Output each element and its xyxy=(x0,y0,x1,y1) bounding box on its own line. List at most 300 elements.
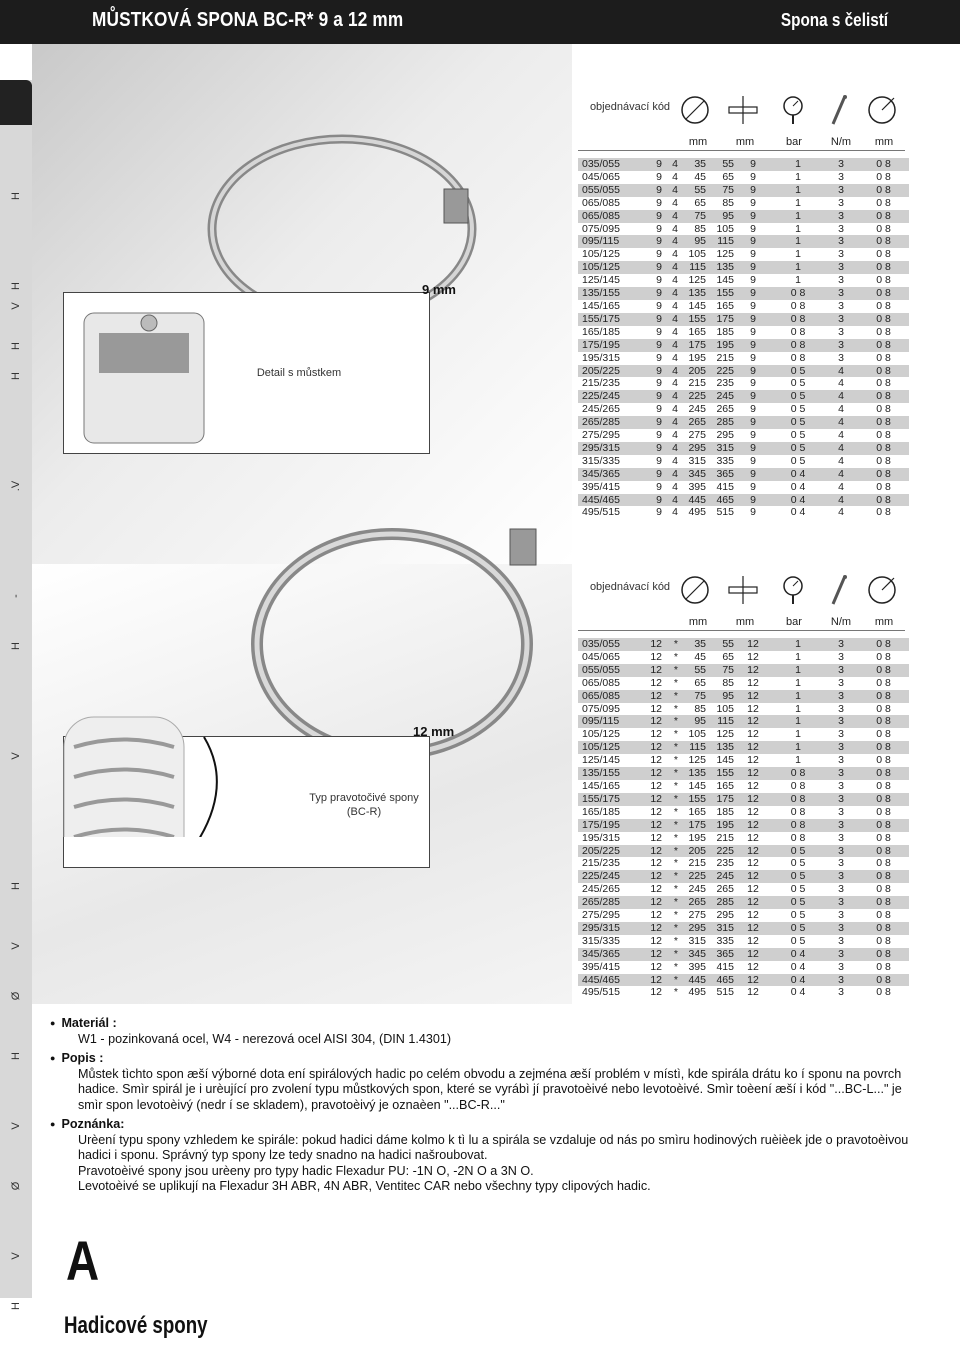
table-cell: 065/085 xyxy=(578,677,640,690)
table-row xyxy=(578,806,909,819)
table-cell: 3 xyxy=(824,767,858,780)
table-cell: 4 xyxy=(824,377,858,390)
table-cell: * xyxy=(662,741,678,754)
unit: N/m xyxy=(830,136,852,148)
table-row xyxy=(578,442,909,455)
table-row xyxy=(578,638,909,651)
table-cell: * xyxy=(662,857,678,870)
table-cell: * xyxy=(662,870,678,883)
table-cell: 335 xyxy=(706,455,734,468)
unit: mm xyxy=(874,136,894,148)
table-row xyxy=(578,223,909,236)
table-cell: 125 xyxy=(706,728,734,741)
table-cell: 9 xyxy=(734,326,772,339)
table-cell: 4 xyxy=(662,352,678,365)
table-cell: 75 xyxy=(678,210,706,223)
table-cell: * xyxy=(662,703,678,716)
table-cell: 9 xyxy=(640,339,662,352)
table-cell: 12 xyxy=(640,677,662,690)
table-row xyxy=(578,313,909,326)
table-cell: 12 xyxy=(640,819,662,832)
table-cell: 235 xyxy=(706,377,734,390)
table-cell: 3 xyxy=(824,651,858,664)
table-cell: * xyxy=(662,819,678,832)
table-row xyxy=(578,455,909,468)
size-label-12mm: 12 mm xyxy=(413,724,455,739)
table-cell: 4 xyxy=(662,287,678,300)
table-cell: 0 8 xyxy=(858,210,909,223)
table-cell: 4 xyxy=(662,494,678,507)
table-cell: 9 xyxy=(734,235,772,248)
table-cell: 245 xyxy=(678,403,706,416)
table-cell: 0 8 xyxy=(858,935,909,948)
table-cell: 12 xyxy=(640,703,662,716)
torque-wrench-icon xyxy=(823,94,855,126)
table-cell: 12 xyxy=(734,961,772,974)
table-cell: 0 8 xyxy=(858,261,909,274)
table-cell: 0 8 xyxy=(858,235,909,248)
table-cell: 4 xyxy=(824,442,858,455)
table-cell: 1 xyxy=(772,690,824,703)
table-cell: 95 xyxy=(706,690,734,703)
table-cell: 235 xyxy=(706,857,734,870)
table-cell: 105 xyxy=(706,223,734,236)
table-cell: 3 xyxy=(824,857,858,870)
table-cell: 315/335 xyxy=(578,935,640,948)
table-cell: 1 xyxy=(772,715,824,728)
poznamka-text-3: Levotoèivé se uplikují na Flexadur 3H ABR, 4N ABR, Ventitec CAR nebo všechny typy clipových hadic. xyxy=(78,1179,651,1193)
table-cell: 3 xyxy=(824,184,858,197)
table-row xyxy=(578,274,909,287)
table-row xyxy=(578,184,909,197)
table-cell: 0 8 xyxy=(858,922,909,935)
table-cell: 12 xyxy=(640,896,662,909)
table-cell: 9 xyxy=(640,403,662,416)
table-cell: 265 xyxy=(706,883,734,896)
table-cell: 0 8 xyxy=(772,313,824,326)
table-cell: 0 8 xyxy=(858,638,909,651)
table-cell: 65 xyxy=(678,197,706,210)
table-cell: 175 xyxy=(678,819,706,832)
unit: bar xyxy=(786,616,802,628)
table-cell: 9 xyxy=(734,416,772,429)
table-cell: 115 xyxy=(706,235,734,248)
table-cell: 9 xyxy=(640,158,662,171)
table-cell: 12 xyxy=(640,883,662,896)
table-row xyxy=(578,715,909,728)
hose-image xyxy=(34,677,234,837)
table-cell: 0 8 xyxy=(858,741,909,754)
table-cell: 205/225 xyxy=(578,845,640,858)
table-cell: 35 xyxy=(678,638,706,651)
table-cell: 1 xyxy=(772,184,824,197)
table-cell: 1 xyxy=(772,158,824,171)
table-cell: 12 xyxy=(640,793,662,806)
table-cell: 225 xyxy=(706,365,734,378)
table-cell: 12 xyxy=(640,715,662,728)
table-cell: 1 xyxy=(772,664,824,677)
table-cell: 165 xyxy=(706,780,734,793)
table-cell: 0 8 xyxy=(858,870,909,883)
table-cell: 0 4 xyxy=(772,494,824,507)
table-cell: 9 xyxy=(640,171,662,184)
diameter-range-icon xyxy=(679,94,711,126)
table-cell: 035/055 xyxy=(578,638,640,651)
table-cell: 1 xyxy=(772,741,824,754)
table-cell: 12 xyxy=(734,793,772,806)
table-cell: 1 xyxy=(772,223,824,236)
table-cell: 3 xyxy=(824,819,858,832)
table-cell: 9 xyxy=(734,390,772,403)
table-cell: 9 xyxy=(640,274,662,287)
table-cell: 4 xyxy=(662,261,678,274)
table-cell: 415 xyxy=(706,961,734,974)
table-cell: 12 xyxy=(734,819,772,832)
detail-box-12mm xyxy=(63,736,430,868)
table-cell: 4 xyxy=(662,365,678,378)
table-cell: 9 xyxy=(734,171,772,184)
table-cell: 285 xyxy=(706,896,734,909)
table-cell: 85 xyxy=(706,677,734,690)
table-cell: 175 xyxy=(706,313,734,326)
table-cell: 12 xyxy=(640,909,662,922)
table-cell: 0 8 xyxy=(772,780,824,793)
table-cell: 205/225 xyxy=(578,365,640,378)
table-cell: 1 xyxy=(772,638,824,651)
table-cell: 4 xyxy=(662,210,678,223)
table-cell: 12 xyxy=(734,677,772,690)
table-cell: 0 5 xyxy=(772,845,824,858)
sidebar-letter: - xyxy=(10,594,22,598)
table-row xyxy=(578,403,909,416)
table-cell: 0 8 xyxy=(858,974,909,987)
table-cell: 12 xyxy=(734,715,772,728)
table-cell: 9 xyxy=(734,223,772,236)
table-cell: 345/365 xyxy=(578,948,640,961)
table-cell: 4 xyxy=(662,158,678,171)
table-cell: 0 5 xyxy=(772,883,824,896)
table-cell: 4 xyxy=(662,403,678,416)
table-cell: 0 8 xyxy=(858,715,909,728)
table-row xyxy=(578,845,909,858)
table-cell: 12 xyxy=(640,870,662,883)
table-cell: 3 xyxy=(824,248,858,261)
table-cell: 175/195 xyxy=(578,819,640,832)
sidebar-letter: H xyxy=(10,642,22,650)
popis-text: Můstek tìchto spon æší výborné dota ení spirálových hadic po celém obvodu a zejména æší problém v místì, kde spirála drátu ko í sponu na povrch hadice. Smìr spirál je i urèující pro zvolení typu můstkových spon, které se vyrábì jí pravotoèivé nebo levotoèivé. Smìr toèení æší i kód "...BC-L..." je smìr spon levotoèivý (nedr í se skladem), pravotoèivý je oznaèen "...BC-R..." xyxy=(78,1066,902,1112)
table-cell: 225 xyxy=(678,870,706,883)
table-cell: * xyxy=(662,664,678,677)
table-row xyxy=(578,171,909,184)
table-cell: 4 xyxy=(662,416,678,429)
table-cell: 9 xyxy=(734,506,772,519)
table-cell: 3 xyxy=(824,793,858,806)
table-cell: 0 5 xyxy=(772,365,824,378)
table-cell: 95 xyxy=(706,210,734,223)
table-row xyxy=(578,651,909,664)
table-cell: 3 xyxy=(824,664,858,677)
table-cell: 9 xyxy=(734,365,772,378)
table-cell: 9 xyxy=(734,442,772,455)
table-cell: 265 xyxy=(678,416,706,429)
table-cell: 3 xyxy=(824,313,858,326)
table-cell: 9 xyxy=(640,248,662,261)
table-cell: 365 xyxy=(706,948,734,961)
table-cell: 9 xyxy=(640,481,662,494)
table-cell: 0 4 xyxy=(772,506,824,519)
table-row xyxy=(578,365,909,378)
table-cell: 225 xyxy=(706,845,734,858)
table-cell: 3 xyxy=(824,715,858,728)
code-header-12mm: objednávací kód xyxy=(589,581,671,593)
table-cell: 495/515 xyxy=(578,506,640,519)
table-row xyxy=(578,664,909,677)
table-cell: 045/065 xyxy=(578,651,640,664)
unit: mm xyxy=(688,616,708,628)
table-row xyxy=(578,935,909,948)
table-cell: * xyxy=(662,986,678,999)
table-cell: 85 xyxy=(678,703,706,716)
table-cell: 0 8 xyxy=(858,986,909,999)
table-row xyxy=(578,974,909,987)
table-cell: 9 xyxy=(734,158,772,171)
table-row xyxy=(578,741,909,754)
table-cell: 9 xyxy=(734,494,772,507)
table-cell: 4 xyxy=(662,313,678,326)
table-cell: 0 4 xyxy=(772,986,824,999)
sidebar-letter: H xyxy=(10,192,22,200)
table-cell: 275 xyxy=(678,429,706,442)
table-cell: * xyxy=(662,690,678,703)
table-cell: 9 xyxy=(734,261,772,274)
width-icon xyxy=(727,94,759,126)
table-cell: 9 xyxy=(734,300,772,313)
table-cell: 3 xyxy=(824,274,858,287)
table-cell: 9 xyxy=(734,313,772,326)
table-cell: 245/265 xyxy=(578,883,640,896)
table-cell: 9 xyxy=(734,339,772,352)
table-cell: 4 xyxy=(662,481,678,494)
table-cell: 0 8 xyxy=(858,158,909,171)
table-cell: 3 xyxy=(824,703,858,716)
table-cell: 065/085 xyxy=(578,197,640,210)
table-row xyxy=(578,506,909,519)
table-row xyxy=(578,690,909,703)
table-cell: 495 xyxy=(678,506,706,519)
table-cell: 0 5 xyxy=(772,935,824,948)
table-cell: 315 xyxy=(706,442,734,455)
table-cell: * xyxy=(662,896,678,909)
table-cell: 215 xyxy=(678,377,706,390)
unit: N/m xyxy=(830,616,852,628)
table-cell: 145 xyxy=(678,780,706,793)
table-cell: 65 xyxy=(706,171,734,184)
table-cell: 215/235 xyxy=(578,377,640,390)
table-cell: 12 xyxy=(734,896,772,909)
table-cell: 295 xyxy=(706,909,734,922)
table-cell: 0 8 xyxy=(858,223,909,236)
table-cell: 145 xyxy=(706,754,734,767)
table-cell: 0 8 xyxy=(858,468,909,481)
table-cell: 0 8 xyxy=(858,197,909,210)
table-cell: 105/125 xyxy=(578,261,640,274)
table-cell: 3 xyxy=(824,171,858,184)
table-cell: 315 xyxy=(678,935,706,948)
table-cell: 125/145 xyxy=(578,274,640,287)
table-cell: 125 xyxy=(706,248,734,261)
table-cell: 4 xyxy=(662,184,678,197)
table-cell: 0 4 xyxy=(772,468,824,481)
table-cell: 0 8 xyxy=(858,494,909,507)
table-cell: 135 xyxy=(678,767,706,780)
sidebar-letter: H xyxy=(10,1052,22,1060)
poznamka-text-1: Urèení typu spony vzhledem ke spirále: pokud hadici dáme kolmo k tì lu a spirála se vzdaluje od nás po smìru hodinových ruèièek jde o pravotoèivou hadici i sponu. Správný typ spony lze tedy snadno na hadici našroubovat. xyxy=(78,1132,909,1162)
sidebar-letter: V xyxy=(10,1122,22,1130)
table-cell: 12 xyxy=(734,651,772,664)
sidebar-letter: V xyxy=(10,752,22,760)
page-subtitle: Spona s čelistí xyxy=(780,10,888,30)
diameter-icon xyxy=(866,574,898,606)
table-cell: 115 xyxy=(678,261,706,274)
table-cell: 4 xyxy=(824,494,858,507)
table-cell: 095/115 xyxy=(578,235,640,248)
table-cell: 135/155 xyxy=(578,767,640,780)
table-cell: 0 5 xyxy=(772,922,824,935)
clamp-screw-9mm xyxy=(444,189,468,223)
table-row xyxy=(578,857,909,870)
table-cell: 0 5 xyxy=(772,909,824,922)
table-cell: 345/365 xyxy=(578,468,640,481)
table-cell: 0 8 xyxy=(858,403,909,416)
table-cell: 12 xyxy=(640,986,662,999)
table-cell: 075/095 xyxy=(578,223,640,236)
table-cell: 135 xyxy=(678,287,706,300)
table-cell: 75 xyxy=(706,184,734,197)
table-cell: 445/465 xyxy=(578,974,640,987)
table-cell: 225 xyxy=(678,390,706,403)
table-cell: 12 xyxy=(734,870,772,883)
table-cell: 175 xyxy=(706,793,734,806)
table-cell: 4 xyxy=(824,481,858,494)
table-cell: 295 xyxy=(678,922,706,935)
table-cell: 12 xyxy=(734,935,772,948)
popis-title: ● Popis : xyxy=(50,1051,910,1067)
table-cell: 12 xyxy=(734,883,772,896)
table-cell: 4 xyxy=(662,274,678,287)
spec-table-9mm xyxy=(578,158,909,519)
table-cell: 3 xyxy=(824,235,858,248)
table-cell: 12 xyxy=(640,651,662,664)
table-cell: * xyxy=(662,832,678,845)
table-cell: 0 8 xyxy=(858,819,909,832)
table-cell: 85 xyxy=(706,197,734,210)
table-cell: 105 xyxy=(678,728,706,741)
table-cell: 12 xyxy=(734,741,772,754)
table-cell: 155/175 xyxy=(578,313,640,326)
table-cell: 12 xyxy=(640,806,662,819)
table-cell: 0 8 xyxy=(858,365,909,378)
table-row xyxy=(578,210,909,223)
table-cell: 135/155 xyxy=(578,287,640,300)
table-cell: 4 xyxy=(662,455,678,468)
table-cell: * xyxy=(662,754,678,767)
table-row xyxy=(578,703,909,716)
unit: mm xyxy=(735,136,755,148)
table-cell: 0 8 xyxy=(858,651,909,664)
table-cell: 0 8 xyxy=(858,767,909,780)
table-cell: 12 xyxy=(734,974,772,987)
table-row xyxy=(578,429,909,442)
table-cell: 4 xyxy=(662,248,678,261)
table-cell: 145 xyxy=(678,300,706,313)
sidebar-tab xyxy=(0,80,32,125)
table-cell: 0 8 xyxy=(858,248,909,261)
table-cell: 9 xyxy=(640,365,662,378)
material-title: ● Materiál : xyxy=(50,1016,910,1032)
table-row xyxy=(578,300,909,313)
table-cell: 0 8 xyxy=(858,896,909,909)
sidebar-letter: H xyxy=(10,882,22,890)
table-cell: 0 5 xyxy=(772,429,824,442)
table-cell: 0 8 xyxy=(858,909,909,922)
sidebar-letter: H xyxy=(10,1302,22,1310)
table-cell: 9 xyxy=(640,313,662,326)
table-cell: 45 xyxy=(678,651,706,664)
table-cell: 195 xyxy=(706,819,734,832)
table-cell: 315/335 xyxy=(578,455,640,468)
table-cell: 3 xyxy=(824,754,858,767)
table-cell: 12 xyxy=(734,986,772,999)
notes-section xyxy=(60,1016,910,1195)
table-cell: 215 xyxy=(706,832,734,845)
table-cell: 12 xyxy=(734,728,772,741)
table-cell: 3 xyxy=(824,339,858,352)
table-cell: 155 xyxy=(678,793,706,806)
table-cell: 125 xyxy=(678,274,706,287)
table-cell: 0 5 xyxy=(772,416,824,429)
table-row xyxy=(578,780,909,793)
table-cell: 55 xyxy=(678,664,706,677)
table-cell: 3 xyxy=(824,935,858,948)
table-cell: 165/185 xyxy=(578,806,640,819)
table-cell: 4 xyxy=(662,442,678,455)
table-cell: 9 xyxy=(640,506,662,519)
table-cell: 1 xyxy=(772,197,824,210)
table-cell: 3 xyxy=(824,352,858,365)
table-cell: 295/315 xyxy=(578,442,640,455)
table-row xyxy=(578,819,909,832)
code-header-9mm: objednávací kód xyxy=(589,101,671,113)
table-cell: 3 xyxy=(824,210,858,223)
table-cell: 0 5 xyxy=(772,455,824,468)
table-cell: 9 xyxy=(734,287,772,300)
table-cell: 9 xyxy=(734,429,772,442)
table-cell: 3 xyxy=(824,728,858,741)
table-cell: 415 xyxy=(706,481,734,494)
table-cell: 4 xyxy=(662,468,678,481)
table-cell: 065/085 xyxy=(578,690,640,703)
table-cell: 0 8 xyxy=(858,728,909,741)
table-cell: 9 xyxy=(640,184,662,197)
table-cell: 395 xyxy=(678,481,706,494)
table-cell: 465 xyxy=(706,494,734,507)
table-cell: 0 8 xyxy=(858,664,909,677)
table-cell: 145/165 xyxy=(578,300,640,313)
table-cell: 4 xyxy=(662,390,678,403)
units-row-9mm xyxy=(578,134,905,151)
table-cell: 045/065 xyxy=(578,171,640,184)
table-cell: 065/085 xyxy=(578,210,640,223)
